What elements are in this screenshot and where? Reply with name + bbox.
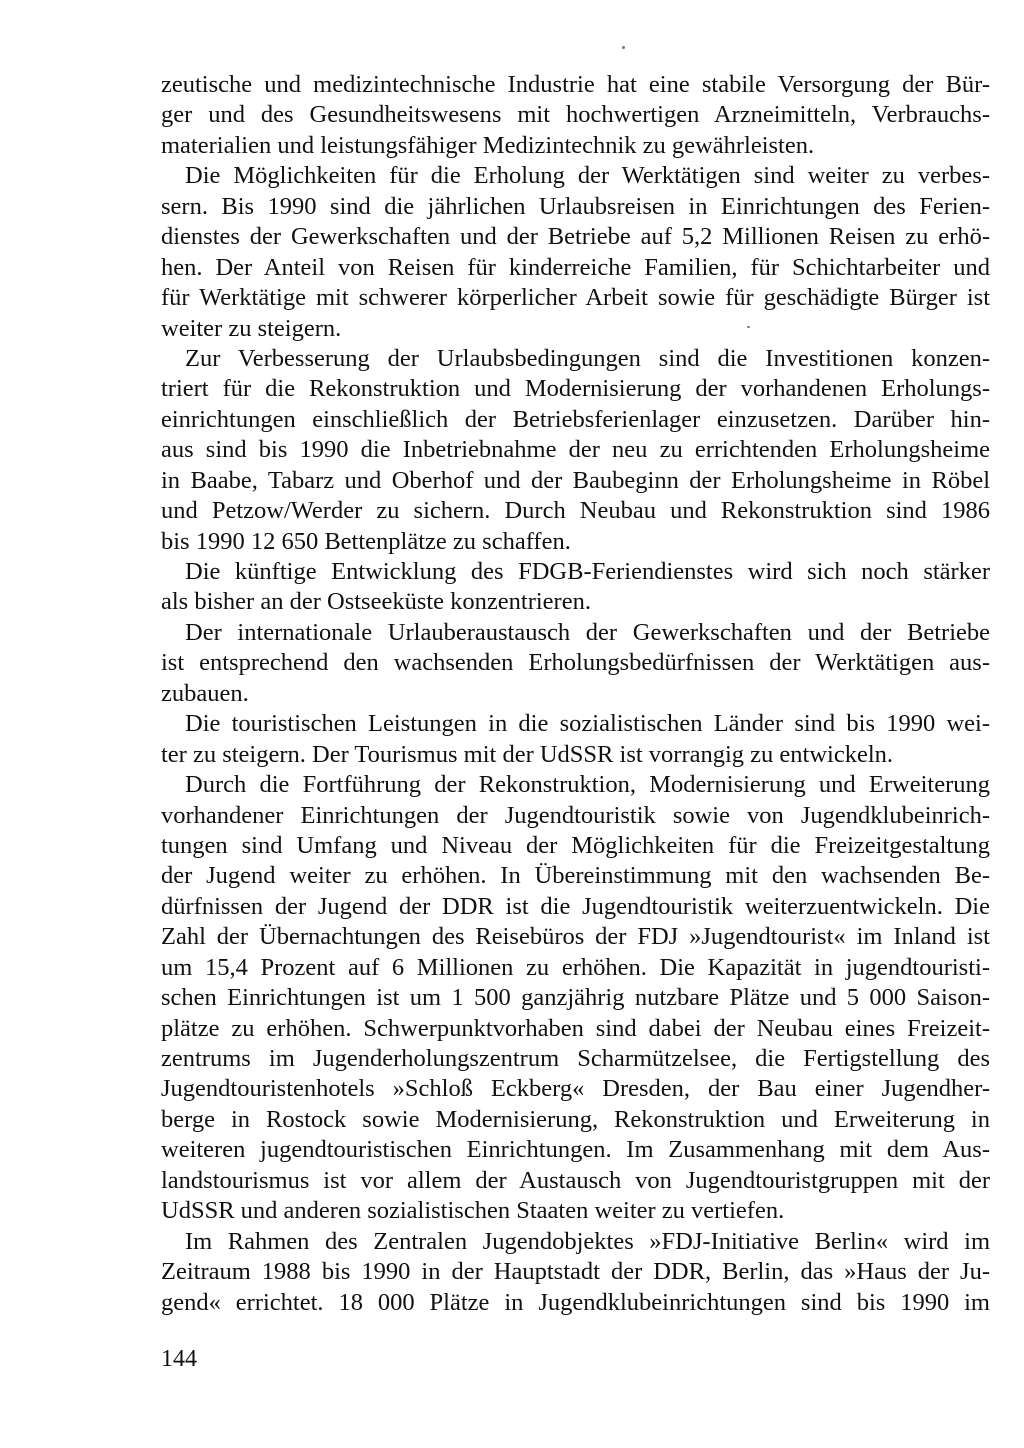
text-line: zubauen.: [161, 679, 249, 707]
text-line: und Petzow/Werder zu sichern. Durch Neubau und Rekonstruktion sind 1986: [161, 497, 990, 525]
text-line: tungen sind Umfang und Niveau der Möglichkeiten für die Freizeitgestaltung: [161, 831, 990, 859]
text-line: vorhandener Einrichtungen der Jugendtouristik sowie von Jugendklubeinrich-: [161, 801, 990, 829]
text-line: UdSSR und anderen sozialistischen Staaten weiter zu vertiefen.: [161, 1197, 785, 1225]
text-line: in Baabe, Tabarz und Oberhof und der Baubeginn der Erholungsheime in Röbel: [161, 466, 990, 494]
text-line: ter zu steigern. Der Tourismus mit der UdSSR ist vorrangig zu entwickeln.: [161, 740, 894, 768]
text-line: Zahl der Übernachtungen des Reisebüros der FDJ »Jugendtourist« im Inland ist: [161, 923, 990, 951]
page-number: 144: [161, 1346, 197, 1372]
text-line: Jugendtouristenhotels »Schloß Eckberg« Dresden, der Bau einer Jugendher-: [161, 1075, 990, 1103]
text-line: berge in Rostock sowie Modernisierung, Rekonstruktion und Erweiterung in: [161, 1105, 990, 1133]
text-line: Die touristischen Leistungen in die sozialistischen Länder sind bis 1990 wei-: [185, 710, 990, 738]
text-line: ger und des Gesundheitswesens mit hochwertigen Arzneimitteln, Verbrauchs-: [161, 101, 990, 129]
text-line: Der internationale Urlauberaustausch der Gewerkschaften und der Betriebe: [185, 618, 990, 646]
text-line: der Jugend weiter zu erhöhen. In Übereinstimmung mit den wachsenden Be-: [161, 862, 990, 890]
text-line: schen Einrichtungen ist um 1 500 ganzjährig nutzbare Plätze und 5 000 Saison-: [161, 984, 990, 1012]
text-line: einrichtungen einschließlich der Betriebsferienlager einzusetzen. Darüber hin-: [161, 405, 990, 433]
text-line: Die Möglichkeiten für die Erholung der Werktätigen sind weiter zu verbes-: [185, 162, 990, 190]
text-line: aus sind bis 1990 die Inbetriebnahme der neu zu errichtenden Erholungsheime: [161, 436, 990, 464]
text-line: sern. Bis 1990 sind die jährlichen Urlaubsreisen in Einrichtungen des Ferien-: [161, 192, 990, 220]
text-line: Die künftige Entwicklung des FDGB-Feriendienstes wird sich noch stärker: [185, 558, 990, 585]
text-line: dürfnissen der Jugend der DDR ist die Jugendtouristik weiterzuentwickeln. Die: [161, 892, 990, 920]
text-line: weiter zu steigern.: [161, 314, 342, 342]
scan-speck: [622, 46, 625, 49]
text-line: gend« errichtet. 18 000 Plätze in Jugendklubeinrichtungen sind bis 1990 im: [161, 1288, 990, 1316]
text-line: ist entsprechend den wachsenden Erholungsbedürfnissen der Werktätigen aus-: [161, 649, 990, 677]
text-line: materialien und leistungsfähiger Medizintechnik zu gewährleisten.: [161, 131, 815, 159]
text-line: Zeitraum 1988 bis 1990 in der Hauptstadt der DDR, Berlin, das »Haus der Ju-: [161, 1258, 990, 1286]
text-line: landstourismus ist vor allem der Austausch von Jugendtouristgruppen mit der: [161, 1166, 990, 1194]
text-line: als bisher an der Ostseeküste konzentrieren.: [161, 588, 591, 616]
text-line: plätze zu erhöhen. Schwerpunktvorhaben sind dabei der Neubau eines Freizeit-: [161, 1014, 990, 1042]
text-line: Durch die Fortführung der Rekonstruktion, Modernisierung und Erweiterung: [185, 771, 990, 799]
text-line: Im Rahmen des Zentralen Jugendobjektes »FDJ-Initiative Berlin« wird im: [185, 1227, 990, 1255]
text-line: zeutische und medizintechnische Industrie hat eine stabile Versorgung der Bür-: [161, 71, 990, 98]
text-line: weiteren jugendtouristischen Einrichtungen. Im Zusammenhang mit dem Aus-: [161, 1136, 990, 1164]
text-line: für Werktätige mit schwerer körperlicher Arbeit sowie für geschädigte Bürger ist: [161, 284, 990, 312]
body-text: [161, 70, 990, 1318]
text-line: triert für die Rekonstruktion und Modernisierung der vorhandenen Erholungs-: [161, 375, 990, 403]
text-line: dienstes der Gewerkschaften und der Betriebe auf 5,2 Millionen Reisen zu erhö-: [161, 223, 990, 251]
text-line: Zur Verbesserung der Urlaubsbedingungen sind die Investitionen konzen-: [185, 344, 990, 372]
text-line: zentrums im Jugenderholungszentrum Scharmützelsee, die Fertigstellung des: [161, 1045, 990, 1072]
text-line: um 15,4 Prozent auf 6 Millionen zu erhöhen. Die Kapazität in jugendtouristi-: [161, 953, 990, 981]
text-line: bis 1990 12 650 Bettenplätze zu schaffen.: [161, 527, 571, 555]
text-line: hen. Der Anteil von Reisen für kinderreiche Familien, für Schichtarbeiter und: [161, 253, 990, 281]
